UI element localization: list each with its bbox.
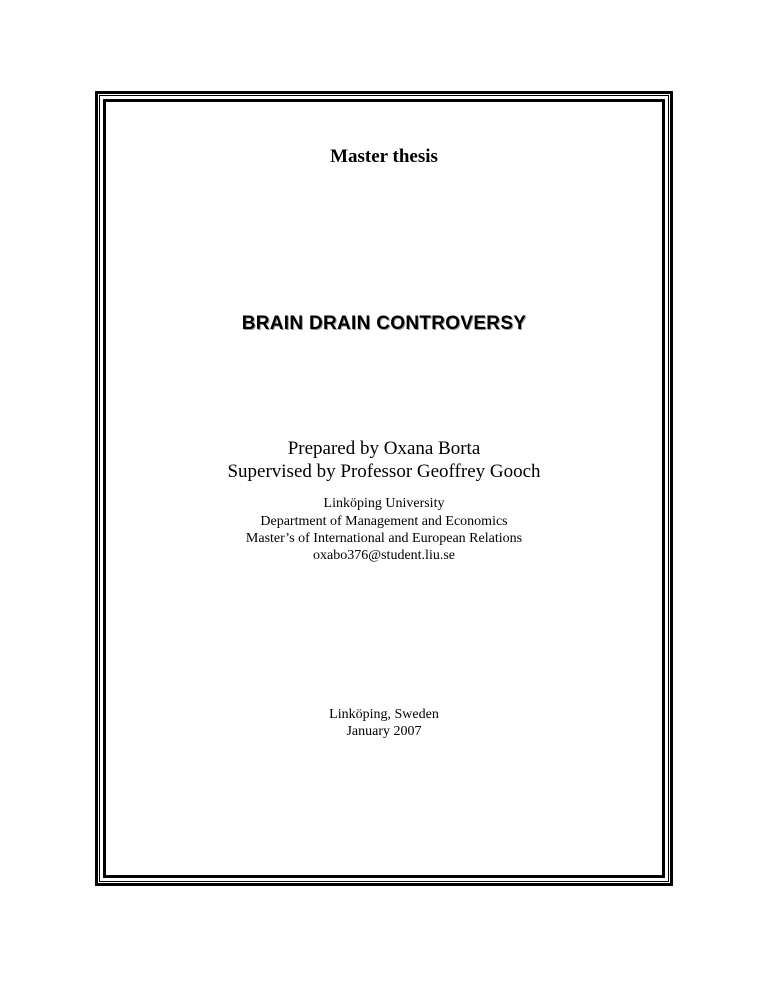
thesis-title: BRAIN DRAIN CONTROVERSY — [241, 313, 527, 334]
page-border-inner — [103, 99, 665, 878]
author-email: oxabo376@student.liu.se — [313, 548, 455, 563]
document-type: Master thesis — [330, 146, 438, 167]
author-line: Prepared by Oxana Borta — [287, 438, 481, 459]
department-name: Department of Management and Economics — [260, 514, 508, 529]
date-line: January 2007 — [346, 724, 422, 739]
university-name: Linköping University — [323, 496, 445, 511]
supervisor-line: Supervised by Professor Geoffrey Gooch — [227, 461, 541, 482]
program-name: Master’s of International and European Relations — [245, 531, 523, 546]
place-line: Linköping, Sweden — [329, 707, 439, 722]
